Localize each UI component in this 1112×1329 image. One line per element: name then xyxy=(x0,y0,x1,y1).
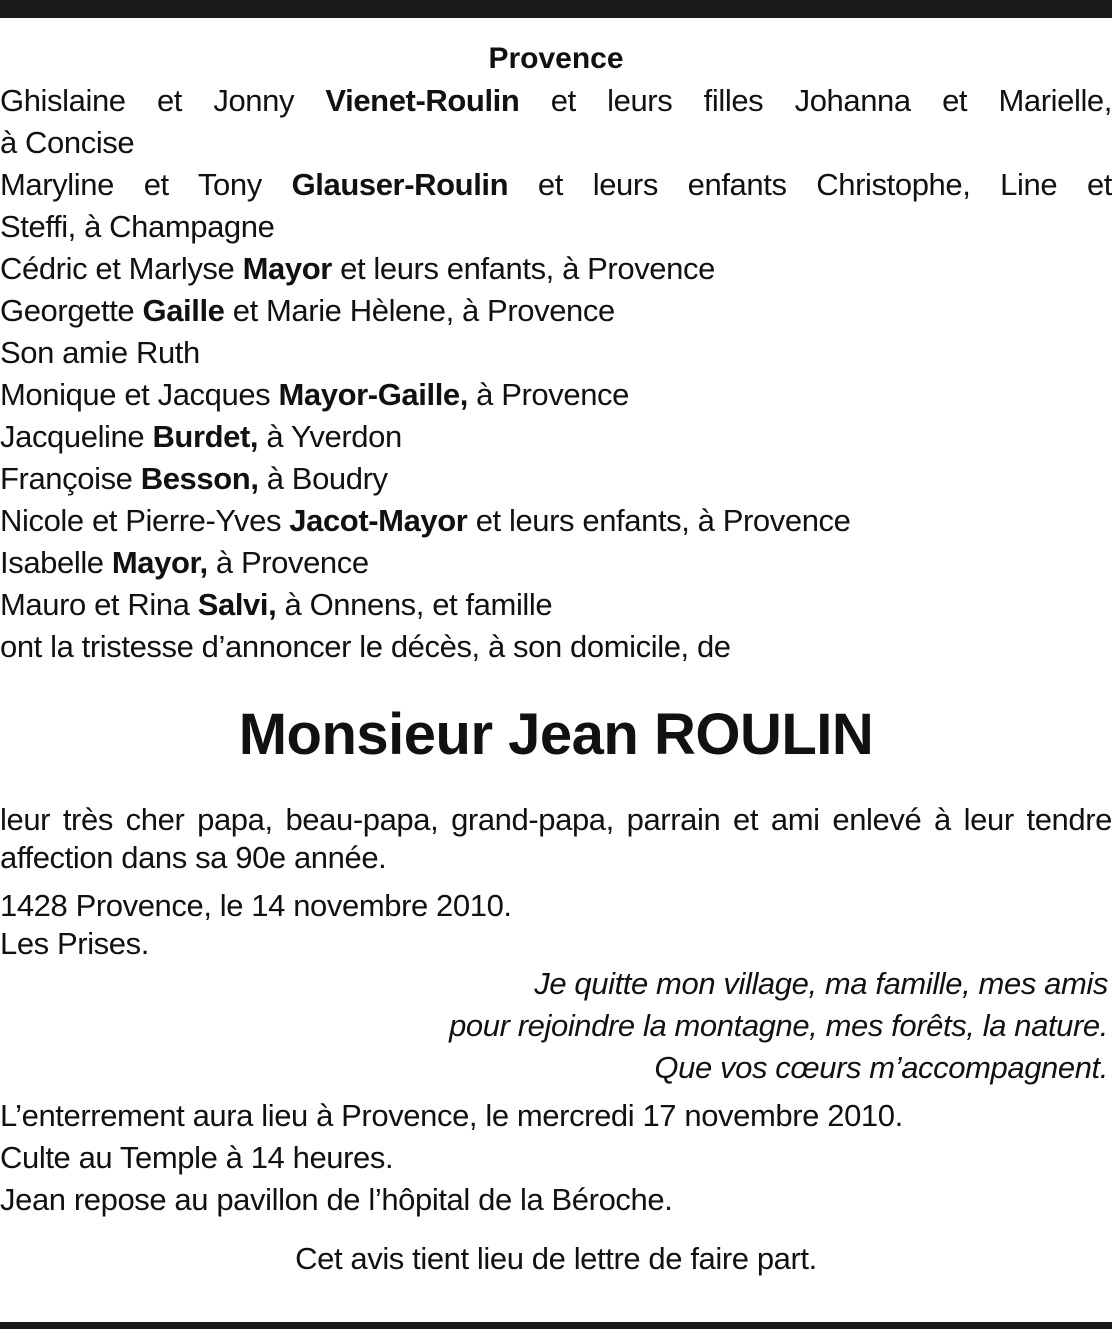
family-surname: Burdet, xyxy=(152,419,259,454)
family-line: Jacqueline Burdet, à Yverdon xyxy=(0,419,402,454)
family-line: Nicole et Pierre-Yves Jacot-Mayor et leurs enfants, à Provence xyxy=(0,503,851,538)
family-line: Maryline et Tony Glauser-Roulin et leurs enfants Christophe, Line et xyxy=(0,167,1112,202)
funeral-details xyxy=(0,1095,1112,1221)
family-line: Cédric et Marlyse Mayor et leurs enfants, à Provence xyxy=(0,251,715,286)
deceased-name: Monsieur Jean ROULIN xyxy=(238,702,874,767)
family-line: Mauro et Rina Salvi, à Onnens, et famille xyxy=(0,587,553,622)
family-surname: Glauser-Roulin xyxy=(291,167,509,202)
family-line-continued: à Concise xyxy=(0,125,135,160)
family-line: Isabelle Mayor, à Provence xyxy=(0,545,369,580)
tribute-text: leur très cher papa, beau-papa, grand-papa, parrain et ami enlevé à leur tendre affection dans sa 90e année. xyxy=(0,802,1112,875)
family-surname: Mayor-Gaille, xyxy=(278,377,468,412)
family-surname: Salvi, xyxy=(197,587,277,622)
family-list xyxy=(0,80,1112,668)
family-line: Françoise Besson, à Boudry xyxy=(0,461,388,496)
poem xyxy=(0,963,1112,1089)
family-surname: Jacot-Mayor xyxy=(289,503,468,538)
family-surname: Mayor, xyxy=(111,545,208,580)
top-rule xyxy=(0,0,1112,18)
poem-line: Que vos cœurs m’accompagnent. xyxy=(654,1050,1108,1085)
place-heading: Provence xyxy=(488,42,624,75)
funeral-line: Jean repose au pavillon de l’hôpital de la Béroche. xyxy=(0,1182,673,1217)
funeral-line: L’enterrement aura lieu à Provence, le mercredi 17 novembre 2010. xyxy=(0,1098,903,1133)
funeral-line: Culte au Temple à 14 heures. xyxy=(0,1140,394,1175)
family-line: Ghislaine et Jonny Vienet-Roulin et leurs filles Johanna et Marielle, xyxy=(0,83,1112,118)
death-notice xyxy=(0,38,1112,1279)
family-line: Georgette Gaille et Marie Hèlene, à Provence xyxy=(0,293,615,328)
closing-note: Cet avis tient lieu de lettre de faire part. xyxy=(295,1241,817,1276)
date-place: 1428 Provence, le 14 novembre 2010. xyxy=(0,888,512,923)
family-line: Son amie Ruth xyxy=(0,335,200,370)
announcement-line: ont la tristesse d’annoncer le décès, à son domicile, de xyxy=(0,629,731,664)
notice-body xyxy=(0,801,1112,963)
address: Les Prises. xyxy=(0,926,149,961)
poem-line: pour rejoindre la montagne, mes forêts, la nature. xyxy=(449,1008,1108,1043)
family-surname: Gaille xyxy=(142,293,225,328)
family-line: Monique et Jacques Mayor-Gaille, à Provence xyxy=(0,377,629,412)
family-line-continued: Steffi, à Champagne xyxy=(0,209,275,244)
family-surname: Vienet-Roulin xyxy=(325,83,520,118)
family-surname: Mayor xyxy=(242,251,332,286)
bottom-rule xyxy=(0,1322,1112,1329)
family-surname: Besson, xyxy=(140,461,259,496)
poem-line: Je quitte mon village, ma famille, mes amis xyxy=(534,966,1108,1001)
